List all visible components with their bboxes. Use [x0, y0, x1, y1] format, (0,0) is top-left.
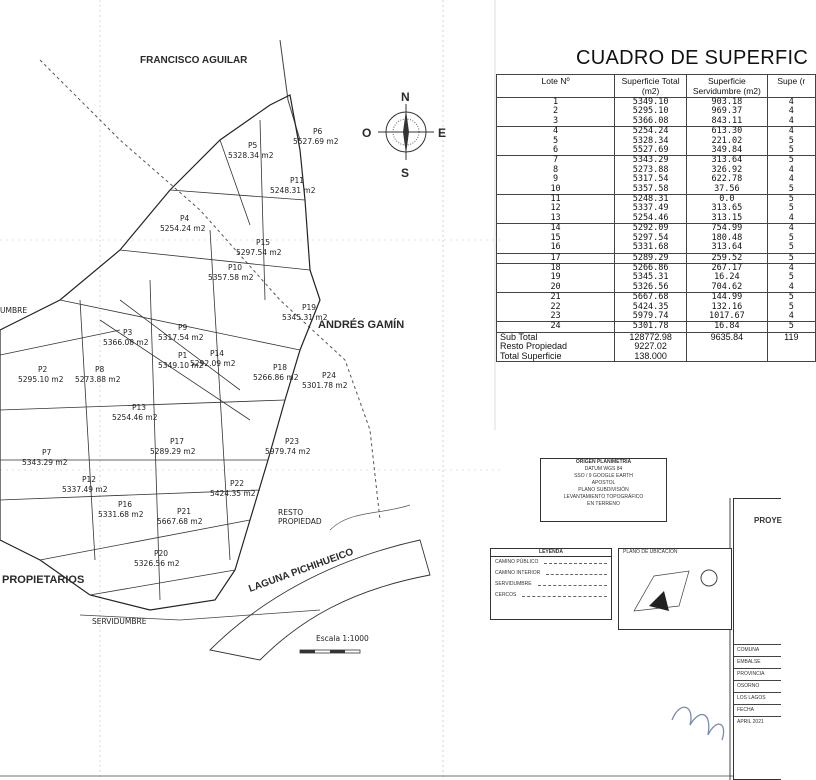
- lot-id-p1: P1: [178, 351, 188, 360]
- origin-line: LEVANTAMIENTO TOPOGRÁFICO: [563, 494, 644, 500]
- cell-n: 24: [497, 322, 615, 332]
- legend-item: CAMINO INTERIOR: [491, 568, 611, 579]
- cell-s: 313.65: [687, 204, 768, 213]
- neighbor-west: UMBRE: [0, 306, 28, 315]
- lot-id-p24: P24: [322, 371, 337, 380]
- cell-t: 5295.10: [615, 107, 687, 116]
- lake-label: LAGUNA PICHIHUEICO: [247, 546, 356, 595]
- table-row: [497, 117, 816, 127]
- origin-lines: [541, 466, 666, 508]
- origin-line: EN TERRENO: [587, 501, 620, 507]
- cell-t: 5337.49: [615, 204, 687, 213]
- lot-area-p14: 5292.09 m2: [190, 359, 236, 368]
- lot-id-p21: P21: [177, 507, 192, 516]
- cell-s: 969.37: [687, 107, 768, 116]
- lot-id-p16: P16: [118, 500, 133, 509]
- cell-n: 1: [497, 98, 615, 108]
- cell-t: 5357.58: [615, 185, 687, 195]
- cell-n: 19: [497, 273, 615, 282]
- table-row: [497, 185, 816, 195]
- cell-n: 15: [497, 234, 615, 243]
- lot-lines: [0, 120, 310, 600]
- cell-t: 5317.54: [615, 175, 687, 184]
- cell-x: 4: [767, 107, 815, 116]
- cell-x: 4: [767, 166, 815, 175]
- cell-s: 349.84: [687, 146, 768, 156]
- origin-line: PLANO SUBDIVISIÓN: [578, 487, 629, 493]
- legend-title: LEYENDA: [491, 549, 611, 557]
- table-row: [497, 253, 816, 263]
- cell-s: 613.30: [687, 127, 768, 137]
- cell-t: 5289.29: [615, 253, 687, 263]
- legend-item: SERVIDUMBRE: [491, 579, 611, 590]
- scale-bar: [300, 634, 369, 653]
- cell-n: 6: [497, 146, 615, 156]
- cell-x: 5: [767, 195, 815, 205]
- cell-t: 5349.10: [615, 98, 687, 108]
- total-row: Total Superficie 138.000: [497, 352, 816, 362]
- cell-n: 14: [497, 224, 615, 234]
- cell-t: 5527.69: [615, 146, 687, 156]
- title-field: APRIL 2021: [734, 716, 781, 728]
- lot-area-p19: 5345.31 m2: [282, 313, 328, 322]
- cell-x: 5: [767, 137, 815, 146]
- lot-area-p5: 5328.34 m2: [228, 151, 274, 160]
- cell-n: 11: [497, 195, 615, 205]
- origin-line: APOSTOL: [591, 480, 616, 486]
- lot-area-p10: 5357.58 m2: [208, 273, 254, 282]
- title-fields: [734, 524, 781, 728]
- table-row: [497, 283, 816, 293]
- cell-x: 4: [767, 214, 815, 224]
- lot-area-p22: 5424.35 m2: [210, 489, 256, 498]
- cell-n: 16: [497, 243, 615, 253]
- cell-s: 1017.67: [687, 312, 768, 322]
- cell-n: 7: [497, 156, 615, 166]
- col-lote: Lote Nº: [497, 75, 615, 98]
- table-row: [497, 214, 816, 224]
- lot-area-p9: 5317.54 m2: [158, 333, 204, 342]
- cell-s: 313.15: [687, 214, 768, 224]
- neighbor-southwest: PROPIETARIOS: [2, 574, 85, 586]
- cell-t: 5254.24: [615, 127, 687, 137]
- title-field: LOS LAGOS: [734, 692, 781, 704]
- cell-n: 13: [497, 214, 615, 224]
- title-field: OSORNO: [734, 680, 781, 692]
- lot-area-p1: 5349.10 m2: [158, 361, 204, 370]
- lot-area-p24: 5301.78 m2: [302, 381, 348, 390]
- cell-t: 5343.29: [615, 156, 687, 166]
- col-total: Superficie Total (m2): [615, 75, 687, 98]
- cell-s: 16.24: [687, 273, 768, 282]
- title-block: [733, 498, 781, 780]
- lot-id-p4: P4: [180, 214, 190, 223]
- table-row: [497, 243, 816, 253]
- neighbor-east: ANDRÉS GAMÍN: [318, 319, 405, 331]
- cell-s: 843.11: [687, 117, 768, 127]
- subtotal-row: Sub Total 128772.98 9635.84 119: [497, 332, 816, 342]
- cell-s: 144.99: [687, 293, 768, 303]
- table-row: [497, 146, 816, 156]
- cell-t: 5266.86: [615, 263, 687, 273]
- cell-t: 5366.08: [615, 117, 687, 127]
- cell-n: 22: [497, 303, 615, 312]
- remainder-label-1: RESTO: [278, 508, 304, 517]
- cell-x: 5: [767, 234, 815, 243]
- legend-item: CERCOS: [491, 590, 611, 601]
- lot-id-p2: P2: [38, 365, 48, 374]
- origin-box: [540, 458, 667, 522]
- cell-x: 5: [767, 156, 815, 166]
- col-serv: Superficie Servidumbre (m2): [687, 75, 768, 98]
- title-field: PROVINCIA: [734, 668, 781, 680]
- lot-area-p17: 5289.29 m2: [150, 447, 196, 456]
- lot-id-p12: P12: [82, 475, 97, 484]
- col-sup: Supe (r: [767, 75, 815, 98]
- lot-id-p8: P8: [95, 365, 105, 374]
- cell-s: 16.84: [687, 322, 768, 332]
- lot-id-p5: P5: [248, 141, 258, 150]
- lot-id-p17: P17: [170, 437, 185, 446]
- lot-id-p14: P14: [210, 349, 225, 358]
- cell-t: 5345.31: [615, 273, 687, 282]
- cell-t: 5301.78: [615, 322, 687, 332]
- origin-line: DATUM WGS 84: [584, 466, 623, 472]
- neighbor-north: FRANCISCO AGUILAR: [140, 55, 248, 66]
- cell-n: 5: [497, 137, 615, 146]
- location-title: PLANO DE UBICACIÓN: [623, 549, 678, 555]
- surface-table: [496, 47, 809, 362]
- resto-row: Resto Propiedad 9227.02: [497, 342, 816, 351]
- cell-s: 704.62: [687, 283, 768, 293]
- lot-id-p9: P9: [178, 323, 188, 332]
- cell-n: 8: [497, 166, 615, 175]
- cell-n: 23: [497, 312, 615, 322]
- origin-title: ORIGEN PLANIMETRIA: [575, 459, 632, 465]
- legend-items: [491, 557, 611, 601]
- lot-id-p10: P10: [228, 263, 243, 272]
- cell-t: 5979.74: [615, 312, 687, 322]
- cell-x: 4: [767, 263, 815, 273]
- lot-area-p4: 5254.24 m2: [160, 224, 206, 233]
- lot-area-p3: 5366.08 m2: [103, 338, 149, 347]
- lot-id-p3: P3: [123, 328, 133, 337]
- lot-id-p13: P13: [132, 403, 147, 412]
- cell-s: 326.92: [687, 166, 768, 175]
- cell-n: 18: [497, 263, 615, 273]
- lot-area-p11: 5248.31 m2: [270, 186, 316, 195]
- cell-n: 20: [497, 283, 615, 293]
- lot-id-p19: P19: [302, 303, 317, 312]
- lot-area-p23: 5979.74 m2: [265, 447, 311, 456]
- project-title: PROYE: [754, 516, 783, 525]
- cell-s: 313.64: [687, 243, 768, 253]
- cell-n: 17: [497, 253, 615, 263]
- lot-id-p23: P23: [285, 437, 300, 446]
- cell-s: 221.02: [687, 137, 768, 146]
- subdivision-outline: [0, 95, 320, 610]
- table-title: CUADRO DE SUPERFIC: [576, 47, 809, 69]
- cell-n: 12: [497, 204, 615, 213]
- cell-s: 180.48: [687, 234, 768, 243]
- title-field: FECHA: [734, 704, 781, 716]
- origin-line: SSO / 9 GOOGLE EARTH: [574, 473, 633, 479]
- cell-t: 5273.88: [615, 166, 687, 175]
- cell-n: 10: [497, 185, 615, 195]
- cell-x: 5: [767, 273, 815, 282]
- cell-x: 5: [767, 293, 815, 303]
- title-field: COMUNA: [734, 644, 781, 656]
- lot-area-p21: 5667.68 m2: [157, 517, 203, 526]
- cell-t: 5254.46: [615, 214, 687, 224]
- signature: [672, 707, 724, 740]
- cell-s: 37.56: [687, 185, 768, 195]
- cell-t: 5424.35: [615, 303, 687, 312]
- lot-id-p6: P6: [313, 127, 323, 136]
- cell-x: 4: [767, 224, 815, 234]
- cell-x: 5: [767, 185, 815, 195]
- cell-n: 3: [497, 117, 615, 127]
- cell-x: 5: [767, 146, 815, 156]
- compass-rose: [362, 90, 446, 180]
- cell-t: 5328.34: [615, 137, 687, 146]
- scale-text: Escala 1:1000: [316, 634, 369, 643]
- lot-id-p18: P18: [273, 363, 288, 372]
- cell-n: 2: [497, 107, 615, 116]
- compass-s: S: [401, 166, 410, 180]
- title-field: EMBALSE: [734, 656, 781, 668]
- cell-x: 4: [767, 127, 815, 137]
- lot-area-p13: 5254.46 m2: [112, 413, 158, 422]
- table-row: [497, 322, 816, 332]
- legend-item: CAMINO PÚBLICO: [491, 557, 611, 568]
- cell-x: 5: [767, 253, 815, 263]
- cell-s: 622.78: [687, 175, 768, 184]
- lot-id-p15: P15: [256, 238, 271, 247]
- remainder-label-2: PROPIEDAD: [278, 517, 322, 526]
- table-body: [497, 98, 816, 333]
- location-sketch: [619, 556, 729, 626]
- cell-n: 9: [497, 175, 615, 184]
- cell-n: 21: [497, 293, 615, 303]
- table-row: [497, 312, 816, 322]
- compass-w: O: [362, 126, 372, 140]
- cell-t: 5292.09: [615, 224, 687, 234]
- servidumbre-label: SERVIDUMBRE: [92, 617, 147, 626]
- lot-area-p12: 5337.49 m2: [62, 485, 108, 494]
- cell-x: 4: [767, 283, 815, 293]
- legend-box: [490, 548, 612, 620]
- cell-t: 5331.68: [615, 243, 687, 253]
- lot-area-p7: 5343.29 m2: [22, 458, 68, 467]
- cell-x: 5: [767, 322, 815, 332]
- cell-x: 5: [767, 204, 815, 213]
- lot-area-p16: 5331.68 m2: [98, 510, 144, 519]
- lot-id-p11: P11: [290, 176, 305, 185]
- lot-id-p7: P7: [42, 448, 52, 457]
- lot-area-p20: 5326.56 m2: [134, 559, 180, 568]
- cell-t: 5667.68: [615, 293, 687, 303]
- lot-id-p22: P22: [230, 479, 245, 488]
- location-box: [618, 548, 732, 630]
- cell-x: 5: [767, 303, 815, 312]
- cell-s: 259.52: [687, 253, 768, 263]
- lot-area-p15: 5297.54 m2: [236, 248, 282, 257]
- cell-s: 754.99: [687, 224, 768, 234]
- lot-area-p18: 5266.86 m2: [253, 373, 299, 382]
- compass-e: E: [438, 126, 447, 140]
- cell-s: 132.16: [687, 303, 768, 312]
- cell-x: 4: [767, 117, 815, 127]
- lot-area-p8: 5273.88 m2: [75, 375, 121, 384]
- cell-s: 313.64: [687, 156, 768, 166]
- lot-area-p6: 5527.69 m2: [293, 137, 339, 146]
- lot-id-p20: P20: [154, 549, 169, 558]
- compass-n: N: [401, 90, 410, 104]
- cell-x: 4: [767, 98, 815, 108]
- property-boundary: [40, 60, 380, 520]
- cell-n: 4: [497, 127, 615, 137]
- lot-area-p2: 5295.10 m2: [18, 375, 64, 384]
- cell-x: 5: [767, 243, 815, 253]
- cell-x: 4: [767, 312, 815, 322]
- cell-t: 5297.54: [615, 234, 687, 243]
- cell-s: 903.18: [687, 98, 768, 108]
- cell-x: 4: [767, 175, 815, 184]
- cell-s: 0.0: [687, 195, 768, 205]
- cell-t: 5248.31: [615, 195, 687, 205]
- cell-s: 267.17: [687, 263, 768, 273]
- cell-t: 5326.56: [615, 283, 687, 293]
